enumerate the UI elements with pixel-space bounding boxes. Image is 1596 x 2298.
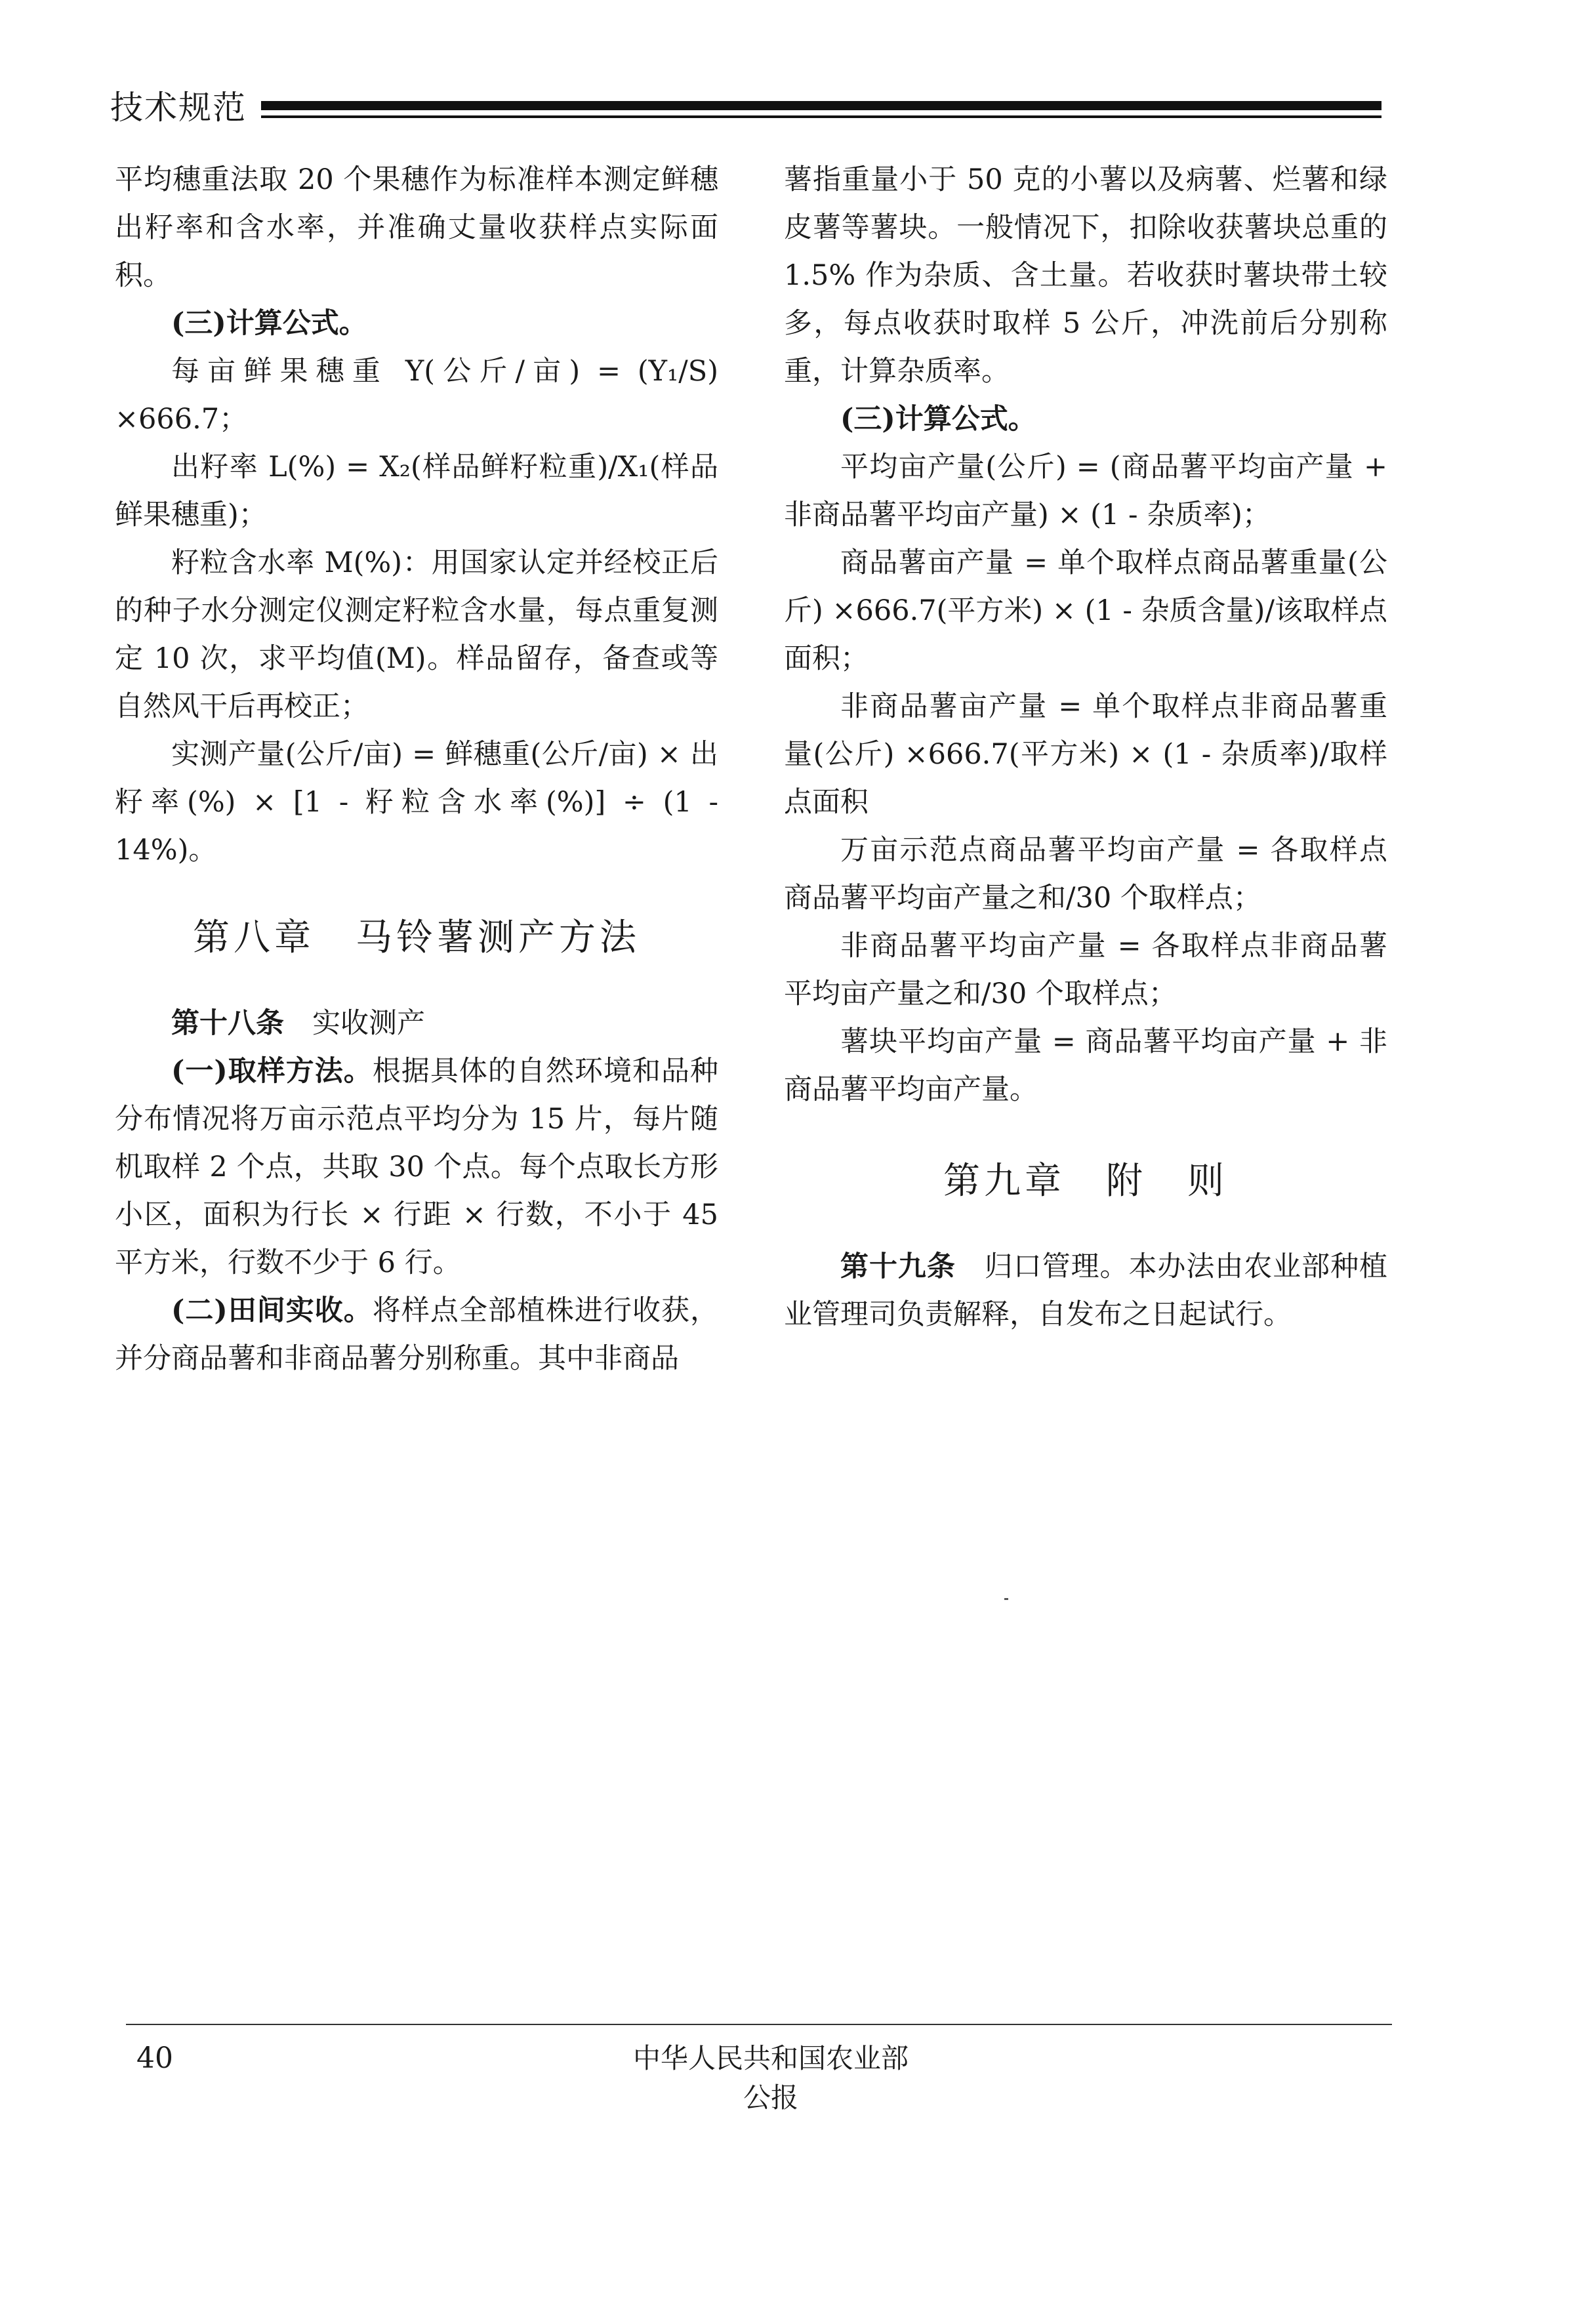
left-column — [115, 156, 718, 1383]
formula-paragraph: 每亩鲜果穗重 Y(公斤/亩) = (Y₁/S) ×666.7； — [115, 355, 718, 436]
formula-paragraph: 非商品薯亩产量 = 单个取样点非商品薯重量(公斤) ×666.7(平方米) × (1 - 杂质率)/取样点面积 — [784, 690, 1387, 819]
header-rule — [261, 101, 1381, 110]
footer-rule — [126, 2024, 1392, 2025]
formula-paragraph: 商品薯亩产量 = 单个取样点商品薯重量(公斤) ×666.7(平方米) × (1 - 杂质含量)/该取样点面积； — [784, 546, 1387, 675]
header-rule-thin — [261, 115, 1381, 118]
subheading: (三)计算公式。 — [171, 307, 367, 340]
formula-paragraph: 万亩示范点商品薯平均亩产量 = 各取样点商品薯平均亩产量之和/30 个取样点； — [784, 834, 1387, 914]
article-label: 第十八条 — [171, 1007, 284, 1040]
paragraph: 籽粒含水率 M(%)：用国家认定并经校正后的种子水分测定仪测定籽粒含水量，每点重复测定 10 次，求平均值(M)。样品留存，备查或等自然风干后再校正； — [115, 546, 718, 723]
scan-speck — [1004, 1598, 1008, 1600]
page-number: 40 — [136, 2042, 173, 2075]
formula-paragraph: 出籽率 L(%) = X₂(样品鲜籽粒重)/X₁(样品鲜果穗重)； — [115, 451, 718, 531]
article-heading — [115, 1000, 718, 1048]
section-header: 技术规范 — [110, 89, 247, 127]
paragraph: 薯指重量小于 50 克的小薯以及病薯、烂薯和绿皮薯等薯块。一般情况下，扣除收获薯块总重的 1.5% 作为杂质、含土量。若收获时薯块带土较多，每点收获时取样 5 公斤，冲洗前后分别称重，计算杂质率。 — [784, 163, 1387, 388]
chapter-heading: 第九章 附 则 — [943, 1160, 1228, 1202]
journal-name: 中华人民共和国农业部公报 — [632, 2042, 909, 2114]
article-title: 实收测产 — [312, 1007, 425, 1040]
paragraph: (二)田间实收。将样点全部植株进行收获，并分商品薯和非商品薯分别称重。其中非商品 — [115, 1294, 718, 1375]
right-column — [784, 156, 1387, 1339]
formula-paragraph: 平均亩产量(公斤) = (商品薯平均亩产量 + 非商品薯平均亩产量) × (1 - 杂质率)； — [784, 451, 1387, 531]
formula-paragraph: 实测产量(公斤/亩) = 鲜穗重(公斤/亩) × 出籽率(%) × [1 - 籽粒含水率(%)] ÷ (1 - 14%)。 — [115, 738, 718, 867]
paragraph: (一)取样方法。根据具体的自然环境和品种分布情况将万亩示范点平均分为 15 片，每片随机取样 2 个点，共取 30 个点。每个点取长方形小区，面积为行长 × 行距 × 行数，不小于 45 平方米，行数不少于 6 行。 — [115, 1055, 718, 1279]
paragraph: 平均穗重法取 20 个果穗作为标准样本测定鲜穗出籽率和含水率，并准确丈量收获样点实际面积。 — [115, 163, 718, 292]
article-label: 第十九条 — [840, 1250, 956, 1283]
formula-paragraph: 非商品薯平均亩产量 = 各取样点非商品薯平均亩产量之和/30 个取样点； — [784, 930, 1387, 1010]
formula-paragraph: 薯块平均亩产量 = 商品薯平均亩产量 + 非商品薯平均亩产量。 — [784, 1025, 1387, 1106]
paragraph: 第十九条 归口管理。本办法由农业部种植业管理司负责解释，自发布之日起试行。 — [784, 1250, 1388, 1331]
chapter-heading: 第八章 马铃薯测产方法 — [193, 916, 640, 959]
subheading: (三)计算公式。 — [840, 403, 1036, 436]
